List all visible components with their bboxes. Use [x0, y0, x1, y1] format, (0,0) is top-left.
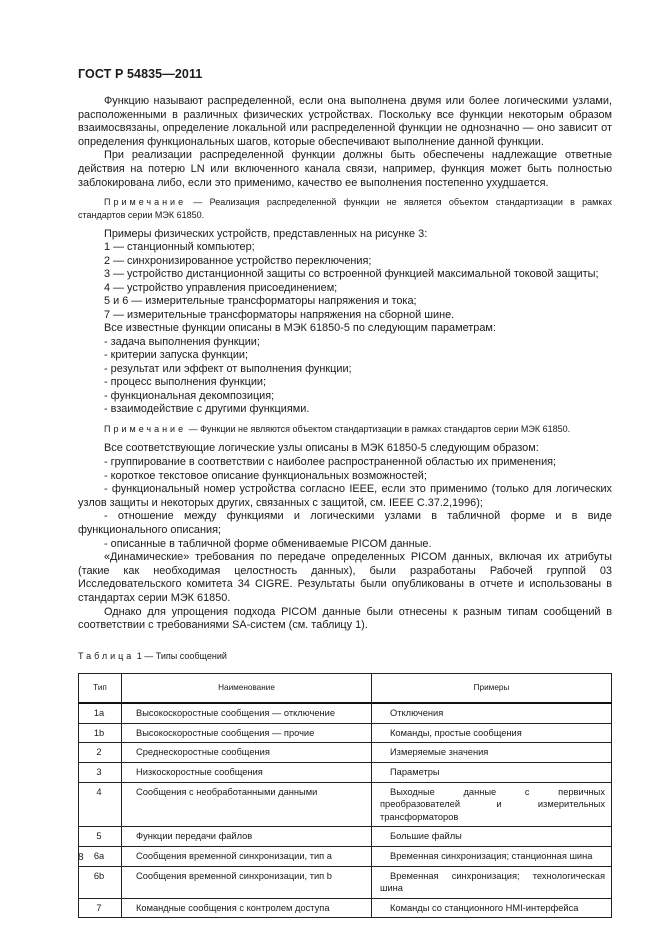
list-item: 5 и 6 — измерительные трансформаторы напряжения и тока; [104, 295, 417, 308]
cell-type: 6a [79, 847, 122, 867]
list-item: - группирование в соответствии с наиболее распространенной областью их применения; [104, 455, 557, 468]
list-item: 2 — синхронизированное устройство переключения; [104, 254, 372, 267]
cell-name: Высокоскоростные сообщения — отключение [122, 703, 372, 723]
note-label: Примечание [104, 197, 187, 208]
paragraph-message-types: Однако для упрощения подхода PICOM данные были отнесены к разным типам сообщений в соответствии с требованиями SA-систем (см. таблицу 1). [78, 605, 612, 632]
table-row [79, 827, 612, 847]
cell-examples: Команды со станционного HMI-интерфейса [372, 898, 612, 918]
cell-name: Функции передачи файлов [122, 827, 372, 847]
document-body [78, 95, 612, 918]
cell-type: 6b [79, 866, 122, 898]
table-header-row [79, 674, 612, 704]
list-item: - процесс выполнения функции; [104, 376, 267, 389]
column-header-name: Наименование [122, 674, 372, 704]
table-caption [78, 650, 612, 664]
list-item: - функциональный номер устройства согласно IEEE, если это применимо (только для логических узлов защиты и некоторых других, связанных с защитой, см. IEEE C.37.2,1996); [78, 483, 612, 509]
devices-intro: Примеры физических устройств, представленных на рисунке 3: [104, 227, 428, 240]
table-caption-text: 1 — Типы сообщений [134, 650, 227, 661]
cell-examples: Временная синхронизация; технологическая шина [372, 866, 612, 898]
cell-examples: Параметры [372, 763, 612, 783]
ln-intro: Все соответствующие логические узлы описаны в МЭК 61850-5 следующим образом: [104, 442, 539, 455]
note-text: — Функции не являются объектом стандартизации в рамках стандартов серии МЭК 61850. [186, 423, 571, 434]
cell-type: 1b [79, 723, 122, 743]
page-number: 8 [78, 852, 84, 863]
list-item: - результат или эффект от выполнения функции; [104, 362, 352, 375]
devices-list [78, 228, 612, 417]
cell-type: 5 [79, 827, 122, 847]
cell-name: Низкоскоростные сообщения [122, 763, 372, 783]
table-row [79, 866, 612, 898]
table-row [79, 782, 612, 827]
cell-name: Сообщения временной синхронизации, тип b [122, 866, 372, 898]
cell-type: 7 [79, 898, 122, 918]
list-item: 4 — устройство управления присоединением; [104, 281, 338, 294]
note-text: — Реализация распределенной функции не является объектом стандартизации в рамках стандартов серии МЭК 61850. [78, 197, 612, 220]
cell-examples: Команды, простые сообщения [372, 723, 612, 743]
table-row [79, 847, 612, 867]
cell-examples: Выходные данные с первичных преобразователей и измерительных трансформаторов [372, 782, 612, 827]
list-item: - короткое текстовое описание функциональных возможностей; [104, 469, 427, 482]
cell-name: Высокоскоростные сообщения — прочие [122, 723, 372, 743]
list-item: - описанные в табличной форме обмениваемые PICOM данные. [104, 537, 432, 550]
note-2 [78, 423, 612, 435]
list-item: 1 — станционный компьютер; [104, 241, 255, 254]
list-item: 7 — измерительные трансформаторы напряжения на сборной шине. [104, 308, 455, 321]
cell-type: 4 [79, 782, 122, 827]
cell-name: Командные сообщения с контролем доступа [122, 898, 372, 918]
paragraph-distributed-implementation: При реализации распределенной функции должны быть обеспечены надлежащие ответные действия на потерю LN или включенного канала связи, например, функция может быть полностью заблокирована либо, если это применимо, качество ее выполнения постепенно ухудшается. [78, 149, 612, 189]
list-item: - функциональная декомпозиция; [104, 389, 275, 402]
list-item: - взаимодействие с другими функциями. [104, 403, 310, 416]
table-row [79, 898, 612, 918]
cell-type: 3 [79, 763, 122, 783]
functions-intro: Все известные функции описаны в МЭК 61850-5 по следующим параметрам: [104, 322, 496, 335]
cell-name: Среднескоростные сообщения [122, 743, 372, 763]
table-caption-label: Таблица [78, 650, 135, 661]
cell-examples: Отключения [372, 703, 612, 723]
table-row [79, 763, 612, 783]
column-header-examples: Примеры [372, 674, 612, 704]
cell-name: Сообщения с необработанными данными [122, 782, 372, 827]
note-label: Примечание [104, 423, 187, 434]
cell-examples: Измеряемые значения [372, 743, 612, 763]
paragraph-distributed-function: Функцию называют распределенной, если она выполнена двумя или более логическими узлами, расположенными в различных физических устройствах. Поскольку все функции некоторым образом взаимосвязаны, определение локальной или распределенной функции не однозначно — оно зависит от определения функциональных шагов, которые обеспечивают выполнение данной функции. [78, 95, 612, 148]
note-1 [78, 196, 612, 221]
list-item: - задача выполнения функции; [104, 335, 260, 348]
message-types-table [78, 673, 612, 918]
list-item: - отношение между функциями и логическими узлами в табличной форме и в виде функционального описания; [78, 510, 612, 536]
list-item: - критерии запуска функции; [104, 349, 249, 362]
table-row [79, 703, 612, 723]
list-item: 3 — устройство дистанционной защиты со встроенной функцией максимальной токовой защиты; [104, 268, 599, 281]
cell-type: 2 [79, 743, 122, 763]
table-row [79, 743, 612, 763]
cell-examples: Большие файлы [372, 827, 612, 847]
table-row [79, 723, 612, 743]
column-header-type: Тип [79, 674, 122, 704]
cell-examples: Временная синхронизация; станционная шина [372, 847, 612, 867]
paragraph-dynamic-requirements: «Динамические» требования по передаче определенных PICOM данных, включая их атрибуты (такие как необходимая целостность данных), были разработаны Рабочей группой 03 Исследовательского комитета 34 CIGRE. Результаты были опубликованы в отчете и использованы в стандартах серии МЭК 61850. [78, 551, 612, 604]
cell-name: Сообщения временной синхронизации, тип a [122, 847, 372, 867]
document-header: ГОСТ Р 54835—2011 [78, 67, 203, 81]
cell-type: 1a [79, 703, 122, 723]
